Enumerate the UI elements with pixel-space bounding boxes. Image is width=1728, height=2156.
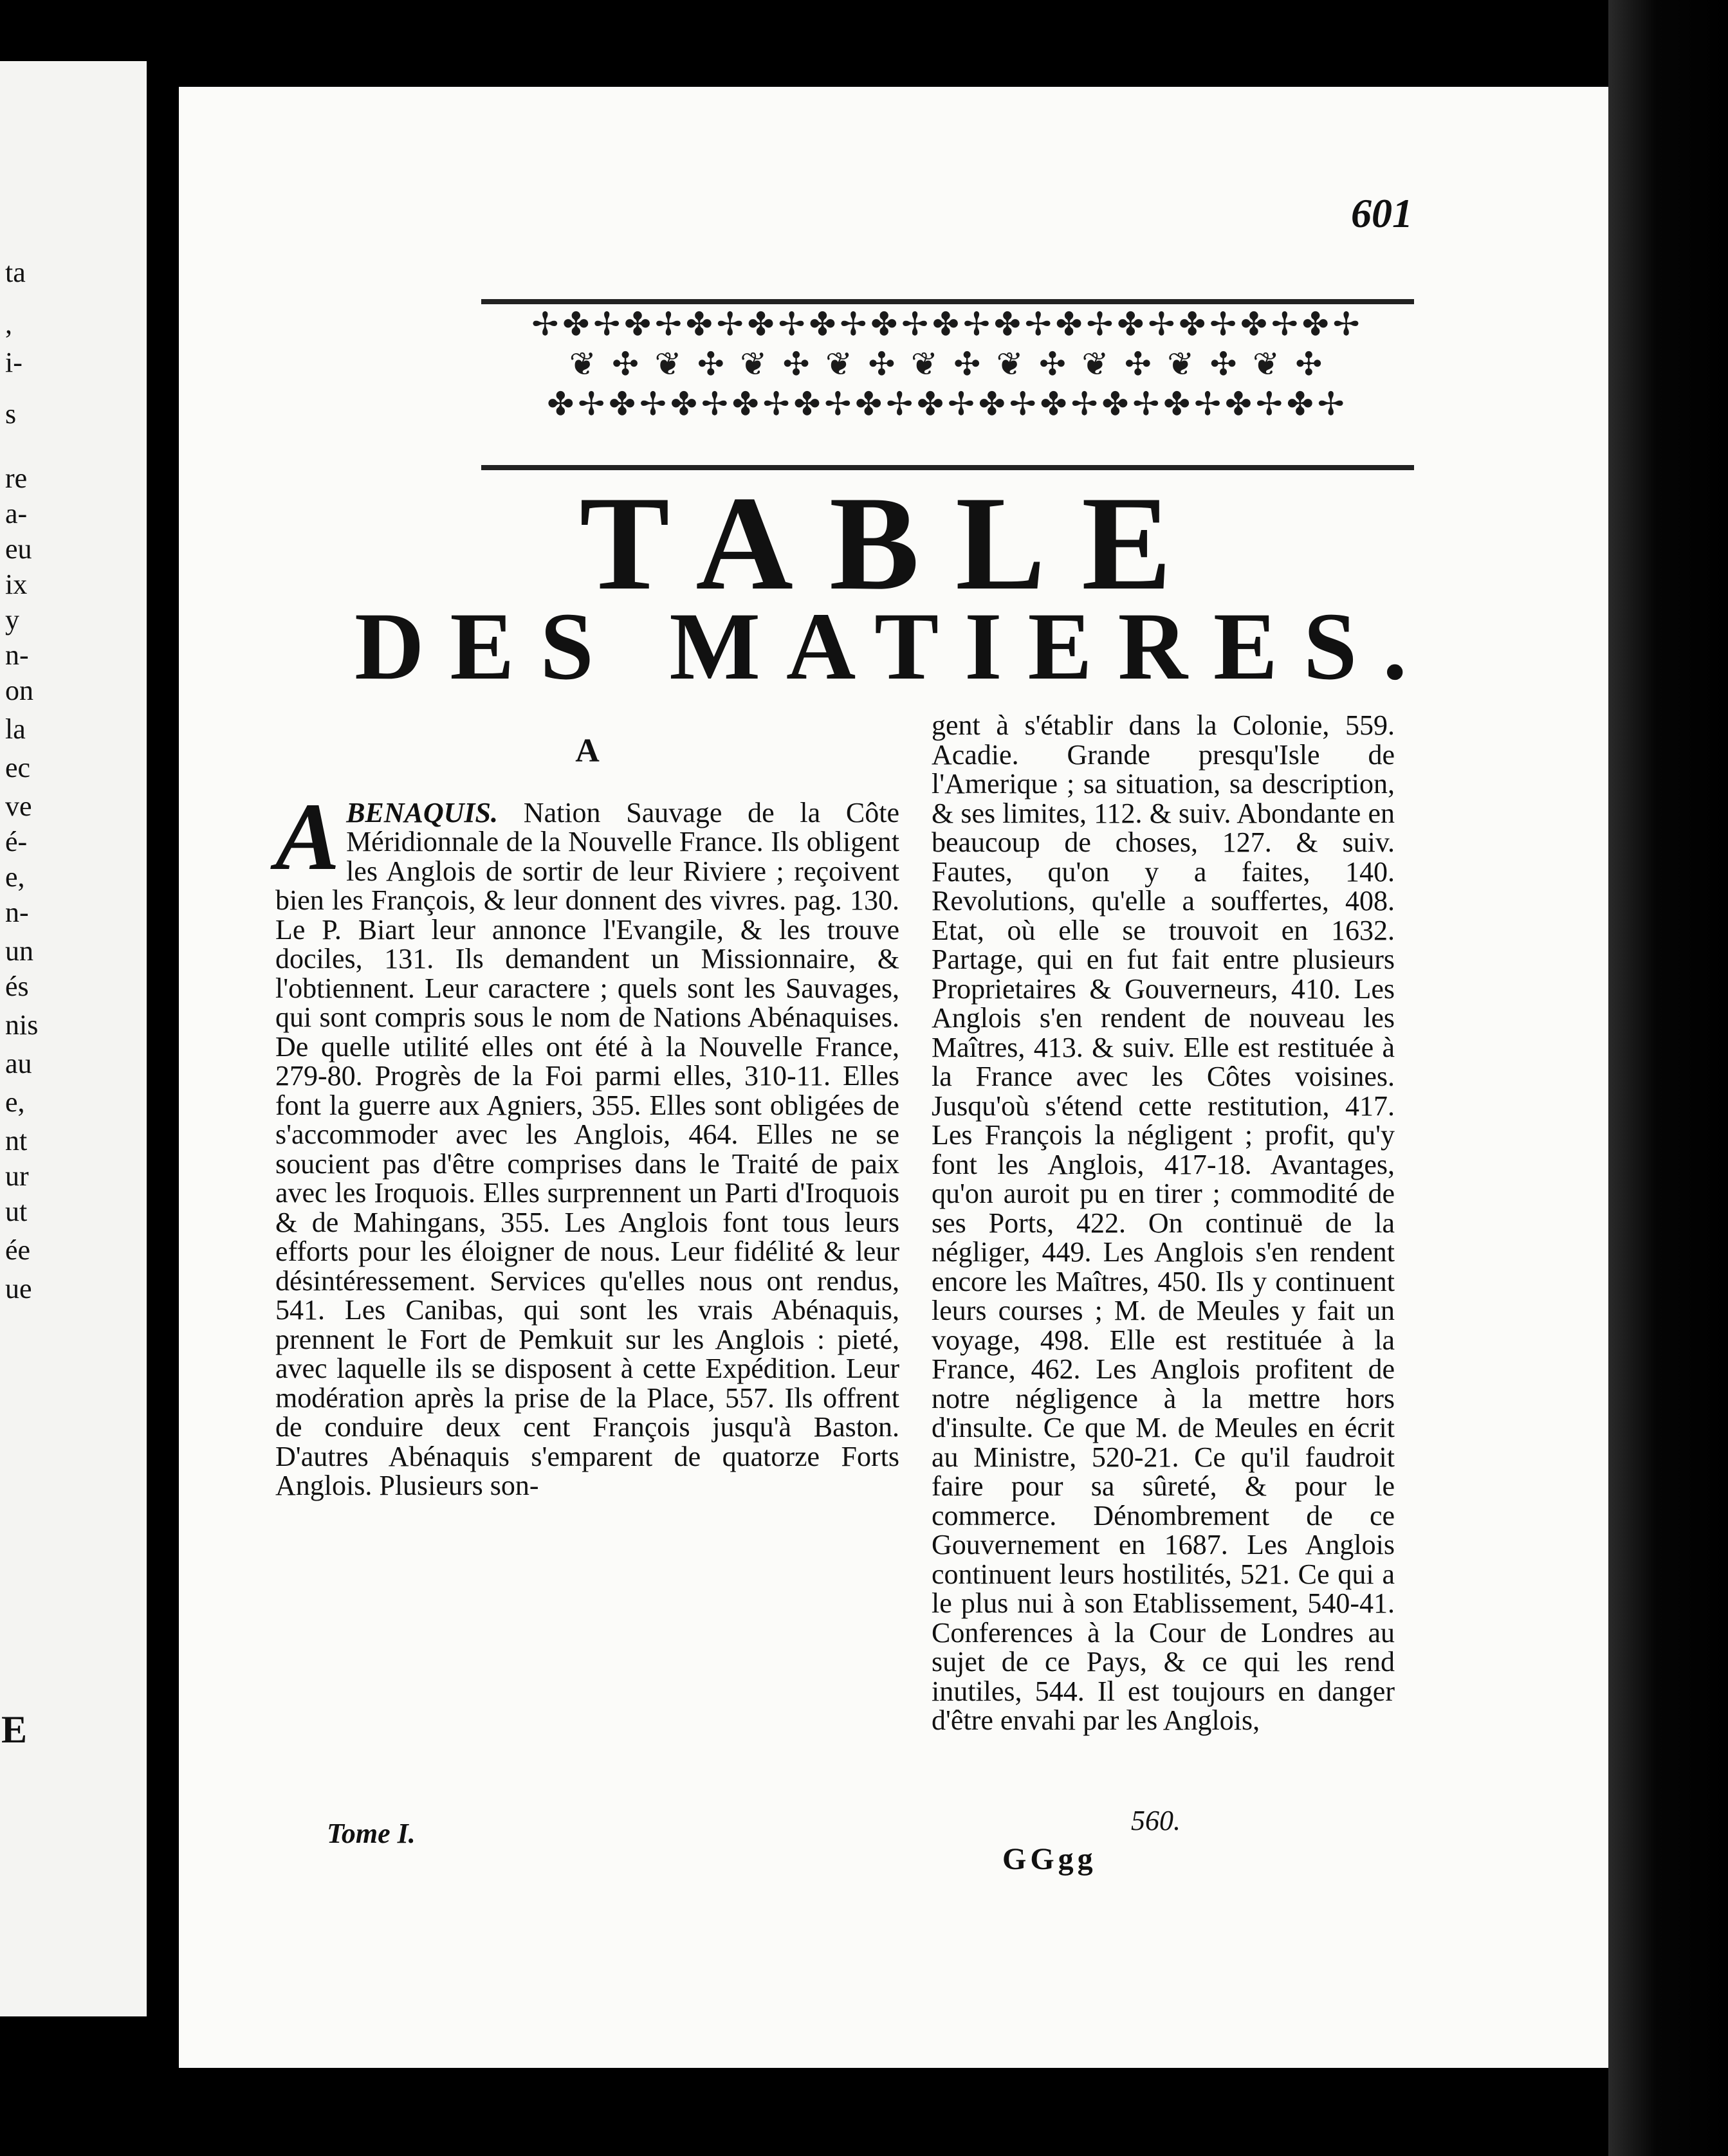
left-page-fragment: n- bbox=[5, 897, 29, 928]
left-page-fragment: ur bbox=[5, 1160, 29, 1192]
binding-shadow bbox=[1608, 0, 1728, 2156]
book-page bbox=[179, 87, 1608, 2068]
entry-text: Nation Sauvage de la Côte Méridionnale de la Nouvelle France. Ils obligent les Anglois de sortir de leur Riviere ; reçoivent bien les François, & leur donnent des vivres. pag. 130. Le P. Biart leur annonce l'Evangile, & les trouve dociles, 131. Ils demandent un Missionnaire, & l'obtiennent. Leur caractere ; quels sont les Sauvages, qui sont compris sous le nom de Nations Abénaquises. De quelle utilité elles ont été à la Nouvelle France, 279-80. Progrès de la Foi parmi elles, 310-11. Elles font la guerre aux Agniers, 355. Elles sont obligées de s'accommoder avec les Anglois, 464. Elles ne se soucient pas d'être comprises dans le Traité de paix avec les Iroquois. Elles surprennent un Parti d'Iroquois & de Mahingans, 355. Les Anglois font tous leurs efforts pour les éloigner de nous. Leur fidélité & leur désintéressement. Services qu'elles nous ont rendus, 541. Les Canibas, qui sont les vrais Abénaquis, prennent le Fort de Pemkuit sur les Anglois : pieté, avec laquelle ils se disposent à cette Expédition. Leur modération après la prise de la Place, 557. Ils offrent de conduire deux cent François jusqu'à Baston. D'autres Abénaquis s'emparent de quatorze Forts Anglois. Plusieurs son- bbox=[275, 796, 900, 1501]
title-des-matieres: DES MATIERES. bbox=[354, 593, 1433, 700]
left-page-fragment: ix bbox=[5, 569, 28, 600]
left-column bbox=[275, 711, 899, 1501]
left-page-fragment: ve bbox=[5, 790, 32, 822]
left-page-fragment: n- bbox=[5, 639, 29, 671]
left-page-fragment: nt bbox=[5, 1125, 28, 1156]
ornament-row: ❦ ✣ ❦ ✣ ❦ ✣ ❦ ✣ ❦ ✣ ❦ ✣ ❦ ✣ ❦ ✣ ❦ ✣ bbox=[569, 346, 1327, 382]
left-page-fragment: e, bbox=[5, 861, 25, 893]
left-page-last-letter: E bbox=[1, 1708, 28, 1751]
left-page-fragment: i- bbox=[5, 347, 23, 378]
left-page-fragment: nis bbox=[5, 1009, 39, 1041]
right-column bbox=[932, 711, 1395, 1735]
left-page-fragment: ue bbox=[5, 1273, 32, 1304]
left-page-fragment: eu bbox=[5, 533, 32, 565]
tome-note: Tome I. bbox=[327, 1818, 416, 1849]
dropcap: A bbox=[275, 783, 340, 890]
left-page-fragment: ut bbox=[5, 1196, 28, 1227]
catch-number: 560. bbox=[1131, 1805, 1181, 1836]
left-page-fragment: s bbox=[5, 398, 17, 430]
ornament-row: ✤✢✤✢✤✢✤✢✤✢✤✢✤✢✤✢✤✢✤✢✤✢✤✢✤✢ bbox=[547, 386, 1348, 422]
left-page-fragment: a- bbox=[5, 498, 28, 529]
left-page-edge bbox=[0, 61, 147, 2016]
entry-acadie: gent à s'établir dans la Colonie, 559. Acadie. Grande presqu'Isle de l'Amerique ; sa situation, sa description, & ses limites, 112. & suiv. Abondante en beaucoup de choses, 127. & suiv. Fautes, qu'on y a faites, 140. Revolutions, qu'elle a souffertes, 408. Etat, où elle se trouvoit en 1632. Partage, qui en fut fait entre plusieurs Proprietaires & Gouverneurs, 410. Les Anglois s'en rendent de nouveau les Maîtres, 413. & suiv. Elle est restituée à la France avec les Côtes voisines. Jusqu'où s'étend cette restitution, 417. Les François la négligent ; profit, qu'y font les Anglois, 417-18. Avantages, qu'on auroit pu en tirer ; commodité de ses Ports, 422. On continuë de la négliger, 449. Les Anglois s'en rendent encore les Maîtres, 450. Ils y continuent leurs courses ; M. de Meules y fait un voyage, 498. Elle est restituée à la France, 462. Les Anglois profitent de notre négligence à la mettre hors d'insulte. Ce que M. de Meules en écrit au Ministre, 520-21. Ce qu'il faudroit faire pour sa sûreté, & pour le commerce. Dénombrement de ce Gouvernement en 1687. Les Anglois continuent leurs hostilités, 521. Ce qui a le plus nui à son Etablissement, 540-41. Conferences à la Cour de Londres au sujet de ce Pays, & ce qui les rend inutiles, 544. Il est toujours en danger d'être envahi par les Anglois, bbox=[932, 709, 1395, 1736]
left-page-fragment: ec bbox=[5, 752, 31, 783]
left-page-fragment: ée bbox=[5, 1234, 31, 1266]
letter-heading: A bbox=[575, 733, 600, 769]
left-page-fragment: au bbox=[5, 1048, 32, 1079]
entry-abenaquis bbox=[275, 783, 900, 1501]
signature-mark: GGgg bbox=[1002, 1842, 1097, 1876]
ornament-row: ✢✤✢✤✢✤✢✤✢✤✢✤✢✤✢✤✢✤✢✤✢✤✢✤✢✤✢ bbox=[531, 306, 1364, 342]
left-page-fragment: és bbox=[5, 971, 29, 1002]
left-page-fragment: la bbox=[5, 713, 26, 745]
title-table: TABLE bbox=[579, 469, 1208, 618]
left-page-fragment: un bbox=[5, 935, 33, 967]
left-page-fragment: ta bbox=[5, 257, 26, 288]
ornament-band bbox=[481, 299, 1414, 470]
page-number: 601 bbox=[1351, 190, 1413, 236]
left-page-fragment: e, bbox=[5, 1086, 25, 1118]
left-page-fragment: on bbox=[5, 675, 33, 706]
left-page-fragment: é- bbox=[5, 826, 28, 857]
entry-headword: BENAQUIS. bbox=[346, 796, 499, 828]
left-page-fragment: y bbox=[5, 604, 19, 635]
left-page-fragment: re bbox=[5, 462, 28, 494]
left-page-fragment: , bbox=[5, 308, 12, 340]
